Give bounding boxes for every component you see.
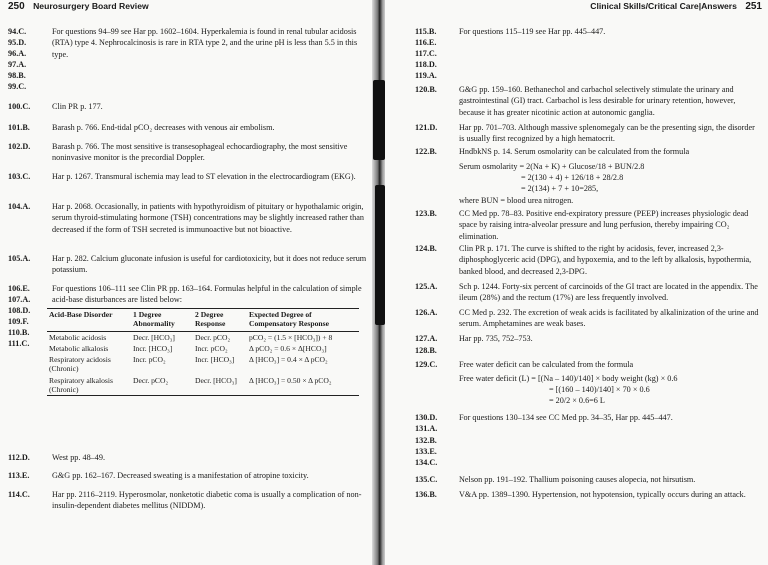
answer-text: G&G pp. 162–167. Decreased sweating is a manifestation of atropine toxicity. <box>52 471 309 480</box>
answer-text: G&G pp. 159–160. Bethanechol and carbachol selectively stimulate the urinary and gastrointestinal (GI) tract. Carbachol is less desirable for urinary retention, however, because it has greater nicotinic action at autonomic ganglia. <box>459 85 736 117</box>
table-cell: Incr. [HCO₃] <box>195 355 235 365</box>
answer-key: 132.B. <box>415 436 437 445</box>
right-running-head <box>590 1 762 12</box>
answer-key: 112.D. <box>8 453 30 462</box>
answer-text: Sch p. 1244. Forty-six percent of carcinoids of the GI tract are located in the appendix. The ileum (28%) and the rectum (17%) are less frequently involved. <box>459 282 758 303</box>
table-cell: Respiratory acidosis (Chronic) <box>49 355 111 374</box>
answer-text: Nelson pp. 191–192. Thallium poisoning causes alopecia, not hirsutism. <box>459 475 696 484</box>
left-page-number: 250 <box>8 1 25 12</box>
answer-text: Har p. 2068. Occasionally, in patients with hypothyroidism of pituitary or hypothalamic origin, serum thyroid-stimulating hormone (TSH) concentrations may be slightly increased rather than decreased if the form of TSH secreted is immunoactive but not bioactive. <box>52 202 364 234</box>
table-cell: Incr. [HCO₃] <box>133 343 173 353</box>
answer-text: V&A pp. 1389–1390. Hypertension, not hypotension, typically occurs during an attack. <box>459 490 746 499</box>
answer-key: 136.B. <box>415 490 437 499</box>
answer-text: CC Med p. 232. The excretion of weak acids is facilitated by alkalinization of the urine and serum. Amphetamines are weak bases. <box>459 308 759 329</box>
answer-text: For questions 130–134 see CC Med pp. 34–35, Har pp. 445–447. <box>459 413 673 422</box>
answer-key: 128.B. <box>415 346 437 355</box>
answer-key: 100.C. <box>8 102 31 111</box>
answer-key: 103.C. <box>8 172 31 181</box>
formula-line: = 20/2 × 0.6=6 L <box>549 396 605 405</box>
answer-key: 115.B. <box>415 27 437 36</box>
answer-text: Har pp. 701–703. Although massive splenomegaly can be the presenting sign, the disorder is usually first recognized by a high hematocrit. <box>459 123 755 144</box>
answer-key: 127.A. <box>415 334 438 343</box>
answer-text: Har p. 282. Calcium gluconate infusion is useful for cardiotoxicity, but it does not reduce serum potassium. <box>52 254 367 275</box>
answer-text: CC Med pp. 78–83. Positive end-expiratory pressure (PEEP) increases physiologic dead space by raising intra-alveolar pressure and lung perfusion, thereby impairing CO₂ elimination. <box>459 209 749 241</box>
answer-text: Barash p. 766. The most sensitive is transesophageal echocardiography, the most sensitive noninvasive monitor is the precordial Doppler. <box>52 142 348 163</box>
table-cell: Decr. [HCO₃] <box>133 332 175 342</box>
right-page-number: 251 <box>745 1 762 12</box>
answer-key: 101.B. <box>8 123 30 132</box>
table-cell: Decr. pCO₂ <box>131 375 193 396</box>
answer-key: 114.C. <box>8 490 30 499</box>
answer-text: For questions 115–119 see Har pp. 445–447. <box>459 27 606 36</box>
answer-key: 116.E. <box>415 38 437 47</box>
answer-key: 130.D. <box>415 413 438 422</box>
answer-key: 131.A. <box>415 424 438 433</box>
table-cell: pCO₂ = (1.5 × [HCO₃]) + 8 <box>249 332 333 342</box>
table-cell: Decr. [HCO₃] <box>193 375 247 396</box>
answer-text: Free water deficit can be calculated from the formula <box>459 360 634 369</box>
answer-text: Clin PR p. 171. The curve is shifted to the right by acidosis, fever, increased 2,3-diphosphoglyceric acid (DPG), and hypoxemia, and to the left by alkalosis, hypothermia, banked blood, and decreased 2,3-DPG. <box>459 244 752 276</box>
answer-key: 106.E. <box>8 284 30 293</box>
answer-key: 104.A. <box>8 202 31 211</box>
answer-text: Har p. 1267. Transmural ischemia may lead to ST elevation in the electrocardiogram (EKG). <box>52 172 356 181</box>
answer-key: 129.C. <box>415 360 438 369</box>
answer-key: 118.D. <box>415 60 437 69</box>
scan-shadow <box>373 80 385 160</box>
answer-key: 97.A. <box>8 60 27 69</box>
answer-text: For questions 106–111 see Clin PR pp. 163–164. Formulas helpful in the calculation of simple acid-base disturbances are listed below: <box>52 284 362 305</box>
table-header: Expected Degree of Compensatory Response <box>247 309 359 332</box>
table-cell: Δ pCO₂ = 0.6 × Δ[HCO₃] <box>249 343 327 353</box>
answer-key: 133.E. <box>415 447 437 456</box>
answer-text: Har pp. 2116–2119. Hyperosmolar, nonketotic diabetic coma is usually a complication of non-insulin-dependent diabetes mellitus (NIDDM). <box>52 490 362 511</box>
table-cell: Incr. pCO₂ <box>195 343 228 353</box>
left-page <box>0 0 378 565</box>
table-row <box>47 354 359 375</box>
answer-key: 124.B. <box>415 244 437 253</box>
answer-key: 113.E. <box>8 471 30 480</box>
answer-key: 119.A. <box>415 71 437 80</box>
table-header: 2 Degree Response <box>193 309 247 332</box>
answer-key: 135.C. <box>415 475 438 484</box>
answer-key: 109.F. <box>8 317 29 326</box>
answer-key: 99.C. <box>8 82 27 91</box>
right-page <box>385 0 768 565</box>
answer-text: HndbkNS p. 14. Serum osmolarity can be calculated from the formula <box>459 147 690 156</box>
table-row <box>47 343 359 354</box>
answer-key: 110.B. <box>8 328 30 337</box>
answer-key: 121.D. <box>415 123 438 132</box>
formula-line: = 2(134) + 7 + 10=285, <box>521 184 599 193</box>
table-header-row <box>47 309 359 332</box>
formula-line: = [(160 – 140)/140] × 70 × 0.6 <box>549 385 650 394</box>
formula-line: where BUN = blood urea nitrogen. <box>459 196 574 205</box>
left-running-head <box>8 1 149 12</box>
answer-key: 96.A. <box>8 49 27 58</box>
table-cell: Δ [HCO₃] = 0.50 × Δ pCO₂ <box>247 375 359 396</box>
answer-key: 108.D. <box>8 306 31 315</box>
table-row <box>47 375 359 396</box>
answer-text: Clin PR p. 177. <box>52 102 103 111</box>
acid-base-table <box>47 308 359 396</box>
answer-key: 107.A. <box>8 295 31 304</box>
formula-line: Serum osmolarity = 2(Na + K) + Glucose/18 + BUN/2.8 <box>459 162 645 171</box>
right-running-title: Clinical Skills/Critical Care|Answers <box>590 1 737 11</box>
answer-key: 105.A. <box>8 254 31 263</box>
formula-line: = 2(130 + 4) + 126/18 + 28/2.8 <box>521 173 624 182</box>
answer-key: 134.C. <box>415 458 438 467</box>
answer-key: 117.C. <box>415 49 437 58</box>
answer-key: 102.D. <box>8 142 31 151</box>
answer-key: 120.B. <box>415 85 437 94</box>
answer-key: 95.D. <box>8 38 27 47</box>
table-cell: Metabolic acidosis <box>49 332 107 342</box>
answer-text: For questions 94–99 see Har pp. 1602–1604. Hyperkalemia is found in renal tubular acidosis (RTA) type 4. Nephrocalcinosis is rare in RTA type 2, and the urine pH is less than 5.5 in this type. <box>52 27 358 59</box>
table-row <box>47 331 359 343</box>
left-running-title: Neurosurgery Board Review <box>33 1 149 11</box>
answer-key: 111.C. <box>8 339 30 348</box>
answer-key: 98.B. <box>8 71 26 80</box>
table-cell: Incr. pCO₂ <box>133 355 166 365</box>
answer-key: 126.A. <box>415 308 438 317</box>
answer-text: Har pp. 735, 752–753. <box>459 334 533 343</box>
answer-text: West pp. 48–49. <box>52 453 106 462</box>
table-cell: Respiratory alkalosis (Chronic) <box>47 375 131 396</box>
answer-key: 122.B. <box>415 147 437 156</box>
table-cell: Metabolic alkalosis <box>49 343 109 353</box>
answer-key: 123.B. <box>415 209 437 218</box>
table-header: 1 Degree Abnormality <box>131 309 193 332</box>
table-header: Acid-Base Disorder <box>47 309 131 332</box>
table-cell: Decr. pCO₂ <box>195 332 231 342</box>
answer-text: Barash p. 766. End-tidal pCO₂ decreases with venous air embolism. <box>52 123 275 132</box>
answer-key: 94.C. <box>8 27 27 36</box>
answer-key: 125.A. <box>415 282 438 291</box>
formula-line: Free water deficit (L) = [(Na – 140)/140] × body weight (kg) × 0.6 <box>459 374 678 383</box>
scan-shadow <box>375 185 385 325</box>
table-cell: Δ [HCO₃] = 0.4 × Δ pCO₂ <box>249 355 328 365</box>
